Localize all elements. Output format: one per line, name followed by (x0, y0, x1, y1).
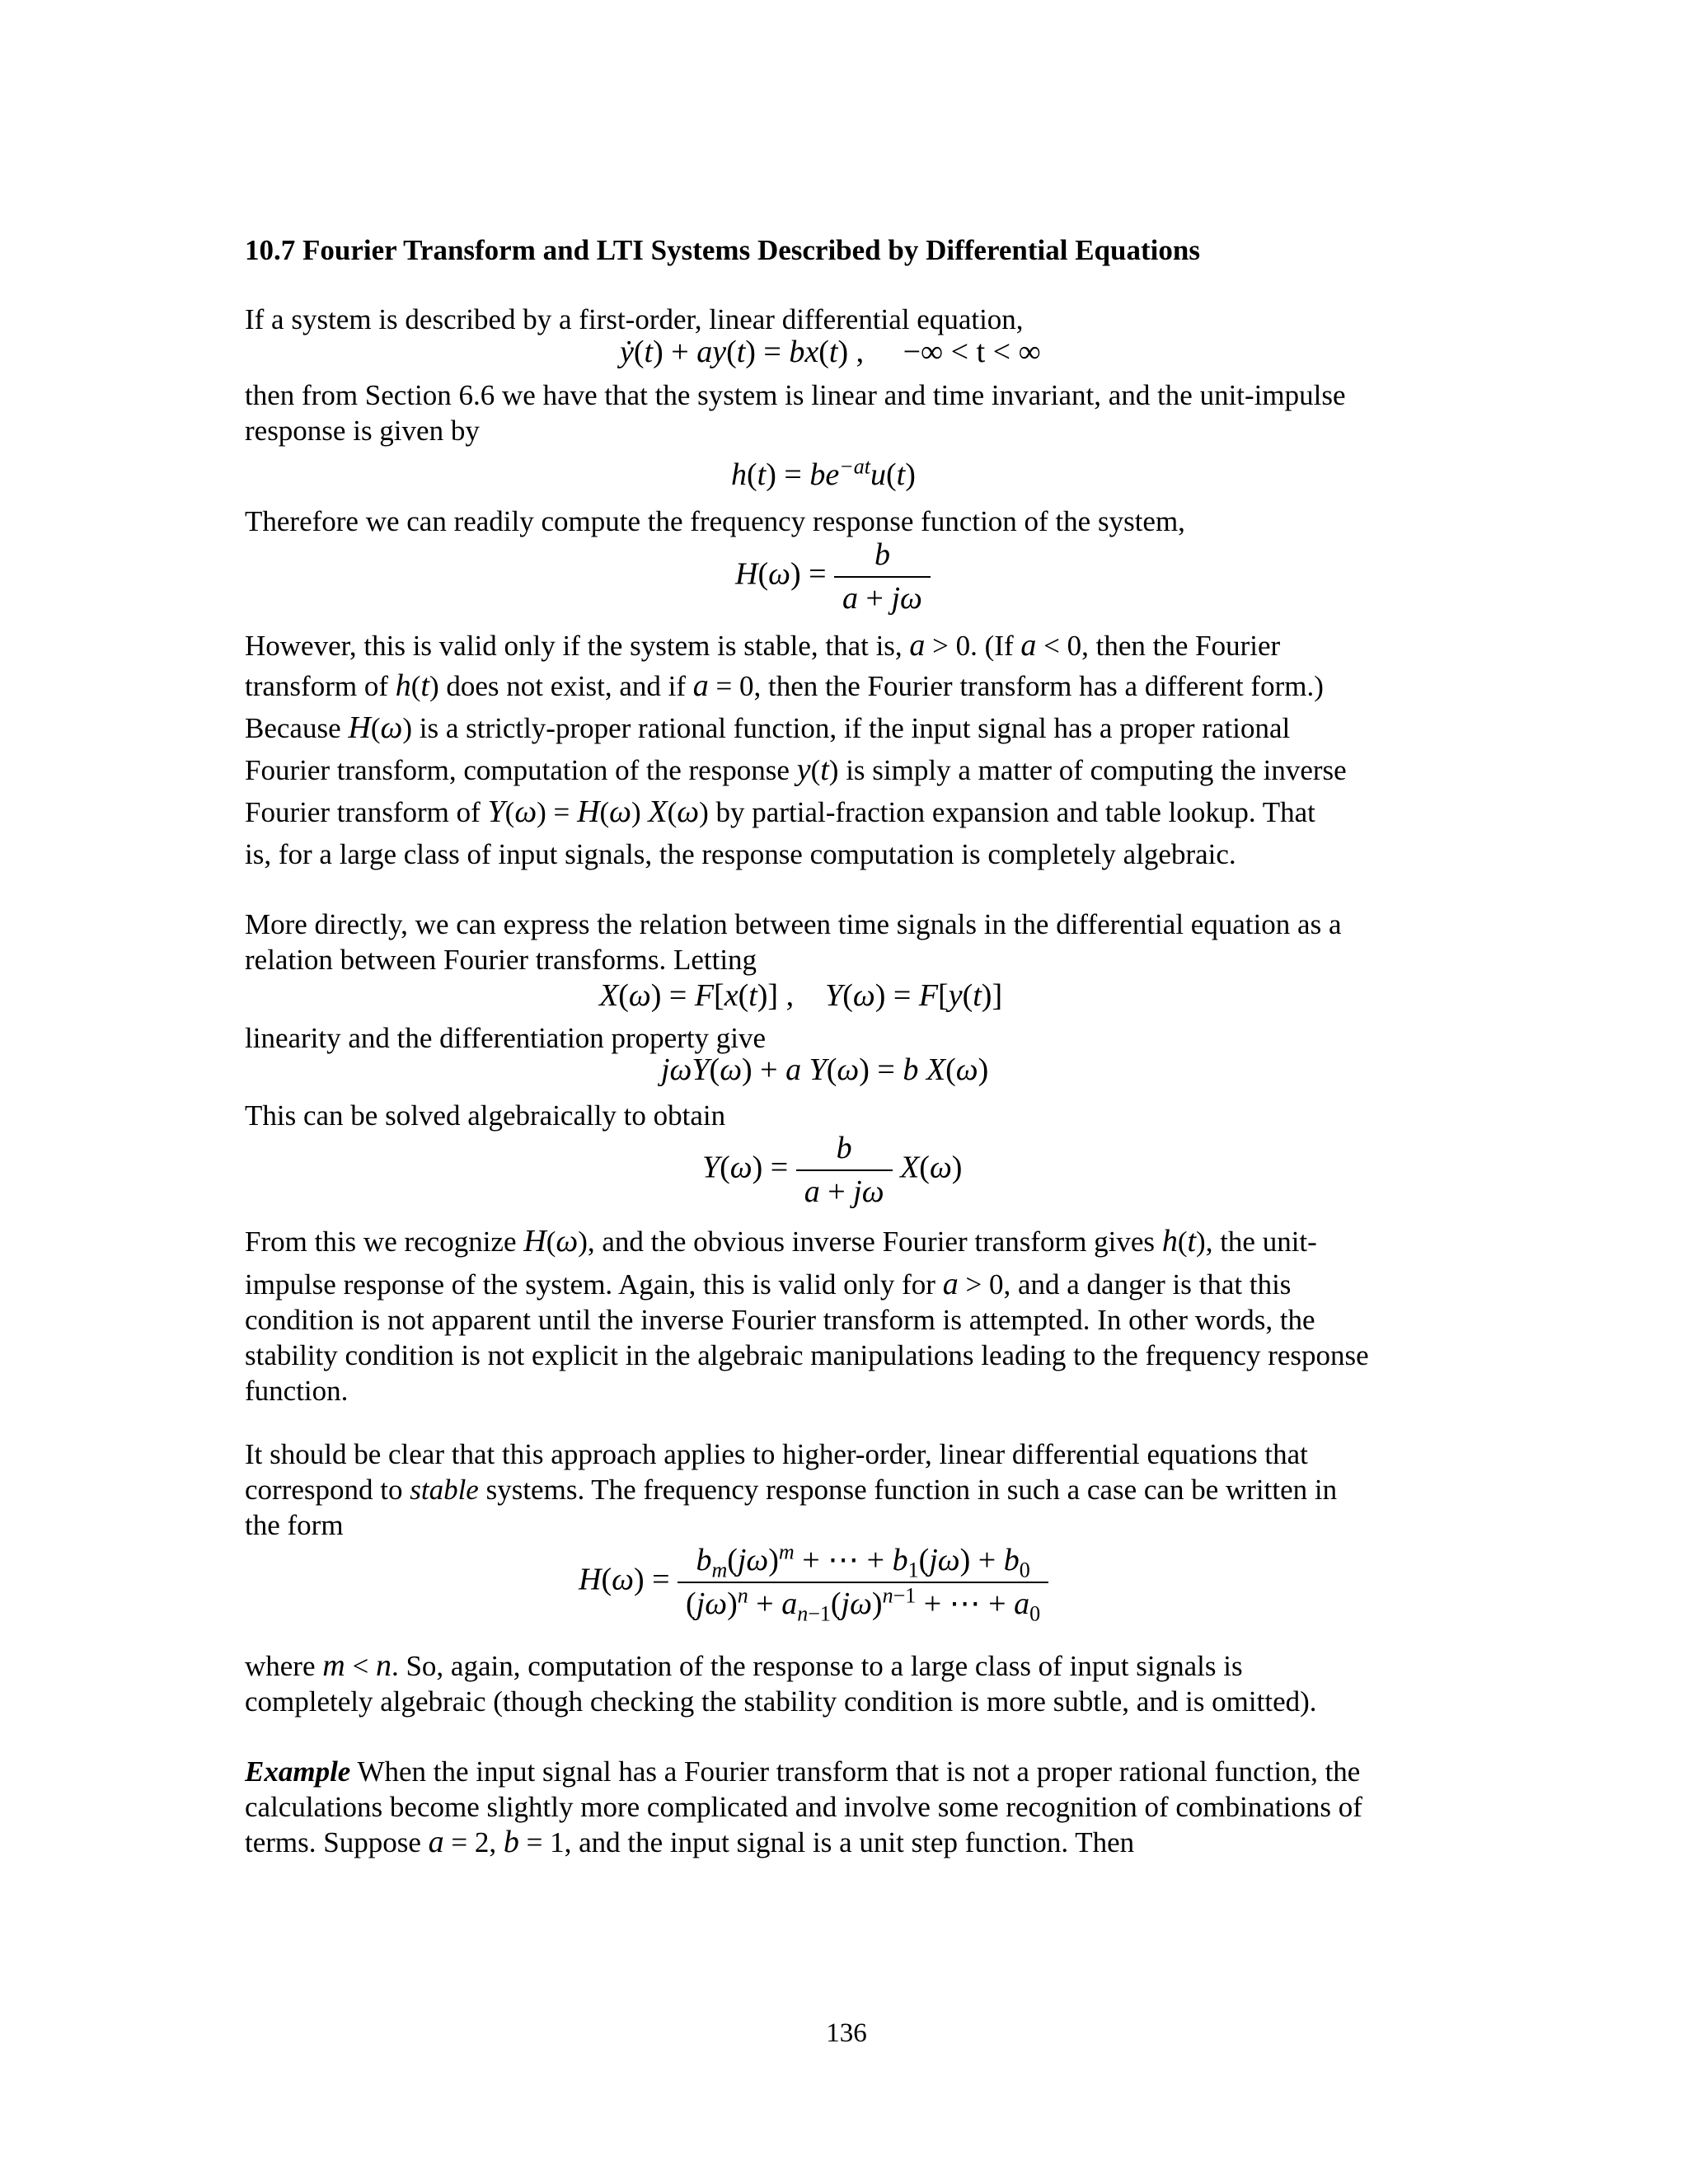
example-label: Example (245, 1755, 351, 1788)
section-heading: 10.7 Fourier Transform and LTI Systems Described by Differential Equations (245, 234, 1200, 266)
paragraph-where: where m < n. So, again, computation of the response to a large class of input signals is completely algebraic (though checking the stability condition is more subtle, and is omitted). (245, 1648, 1317, 1718)
paragraph-lti: then from Section 6.6 we have that the system is linear and time invariant, and the unit-impulse response is given by (245, 379, 1346, 447)
equation-domain: −∞ < t < ∞ (903, 335, 1041, 369)
paragraph-recognize: From this we recognize H(ω), and the obvious inverse Fourier transform gives h(t), the unit- impulse response of the system. Again, this is valid only for a > 0, and a danger is that this condition is not apparent until the inverse Fourier transform is attempted. In other words, the stability condition is not explicit in the algebraic manipulations leading to the frequency response function. (245, 1224, 1369, 1407)
equation-H-omega: H(ω) = $\frac{b}{a + j\omega}$ (245, 537, 1688, 616)
paragraph-intro: If a system is described by a first-order, linear differential equation, (245, 303, 1024, 335)
paragraph-higher-order: It should be clear that this approach applies to higher-order, linear differential equations that correspond to stable systems. The frequency response function in such a case can be written in the form (245, 1438, 1338, 1541)
paragraph-freq-response: Therefore we can readily compute the frequency response function of the system, (245, 505, 1185, 537)
equation-Y-omega: Y(ω) = $\frac{b}{a + j\omega}$ X(ω) (702, 1131, 963, 1209)
paragraph-direct: More directly, we can express the relation between time signals in the differential equation as a relation between Fourier transforms. Letting (245, 908, 1342, 976)
paragraph-example: Example When the input signal has a Fourier transform that is not a proper rational function, the calculations become slightly more complicated and involve some recognition of combinations of terms. Suppose a = 2, b = 1, and the input signal is a unit step function. Then (245, 1755, 1362, 1859)
paragraph-stability: However, this is valid only if the system is stable, that is, a > 0. (If a < 0, then the Fourier transform of h(t) does not exist, and if a = 0, then the Fourier transform has a different form.) Because H(ω) is a strictly-proper rational function, if the input signal has a proper rational Fourier transform, computation of the response y(t) is simply a matter of computing the inverse Fourier transform of Y(ω) = H(ω) X(ω) by partial-fraction expansion and table lookup. That is, for a large class of input signals, the response computation is completely algebraic. (245, 628, 1347, 870)
paragraph-solve: This can be solved algebraically to obtain (245, 1099, 726, 1132)
equation-diff-eq: ẏ(t) + ay(t) = bx(t) , −∞ < t < ∞ (620, 335, 1041, 369)
equation-general-H: H(ω) = $\frac{b_m(j\omega)^m + \cdots + b_1(j\omega) + b_0}{(j\omega)^n + a_{n-1}(j\omega)^{n-1} + \cdots + a_0}$ (245, 1543, 1688, 1622)
equation-algebraic: jωY(ω) + a Y(ω) = b X(ω) (661, 1052, 989, 1087)
document-page (245, 0, 1448, 2184)
paragraph-linearity: linearity and the differentiation property give (245, 1022, 767, 1054)
page-number: 136 (826, 2018, 867, 2048)
equation-impulse-response: $h(t) = be^{-at}u(t)$ (731, 454, 916, 492)
equation-transforms: X(ω) = F[x(t)] , Y(ω) = F[y(t)] (599, 978, 1003, 1013)
